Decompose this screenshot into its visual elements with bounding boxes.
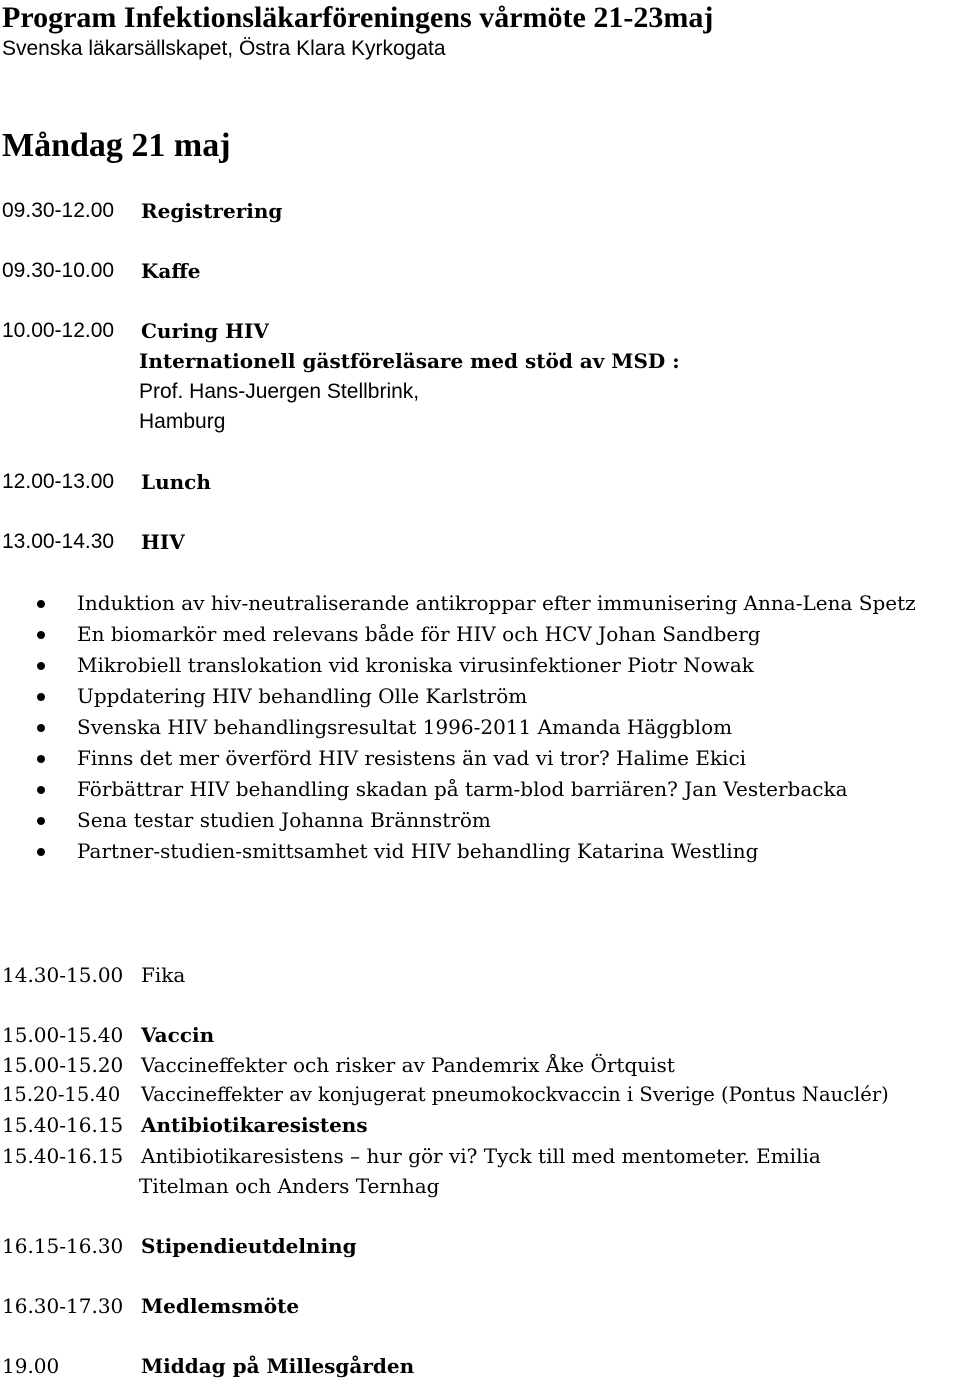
schedule-row-middag bbox=[2, 1351, 415, 1381]
schedule-row-fika bbox=[2, 960, 186, 990]
row-label: Fika bbox=[141, 963, 186, 987]
row-label: Medlemsmöte bbox=[141, 1294, 300, 1318]
bullet-icon bbox=[37, 755, 45, 763]
list-item: Finns det mer överförd HIV resistens än vad vi tror? Halime Ekici bbox=[0, 743, 937, 774]
row-label: Kaffe bbox=[141, 259, 201, 283]
row-time: 10.00-12.00 bbox=[2, 319, 115, 342]
row-time: 19.00 bbox=[2, 1354, 60, 1378]
row-time: 14.30-15.00 bbox=[2, 963, 124, 987]
antibiotikaresistens-talk-cont: Titelman och Anders Ternhag bbox=[139, 1174, 440, 1198]
row-time: 15.00-15.20 bbox=[2, 1053, 124, 1077]
row-label: Vaccin bbox=[141, 1023, 215, 1047]
row-time: 16.30-17.30 bbox=[2, 1294, 124, 1318]
schedule-row-hiv bbox=[2, 527, 185, 557]
bullet-icon bbox=[37, 724, 45, 732]
row-label: Vaccineffekter av konjugerat pneumokockvaccin i Sverige (Pontus Nauclér) bbox=[141, 1083, 889, 1106]
row-label: Vaccineffekter och risker av Pandemrix Åke Örtquist bbox=[141, 1053, 675, 1077]
row-label: Stipendieutdelning bbox=[141, 1234, 357, 1258]
day-heading: Måndag 21 maj bbox=[2, 127, 231, 164]
list-item: Induktion av hiv-neutraliserande antikroppar efter immunisering Anna-Lena Spetz bbox=[0, 588, 937, 619]
schedule-row-vaccin-pneumokock bbox=[2, 1080, 889, 1110]
row-label: Registrering bbox=[141, 199, 283, 223]
schedule-row-stipendieutdelning bbox=[2, 1231, 357, 1261]
bullet-icon bbox=[37, 600, 45, 608]
curing-detail-line3: Hamburg bbox=[139, 410, 226, 433]
row-time: 15.40-16.15 bbox=[2, 1144, 124, 1168]
schedule-row-registrering bbox=[2, 196, 283, 226]
bullet-icon bbox=[37, 693, 45, 701]
list-item: En biomarkör med relevans både för HIV och HCV Johan Sandberg bbox=[0, 619, 937, 650]
list-item: Förbättrar HIV behandling skadan på tarm-blod barriären? Jan Vesterbacka bbox=[0, 774, 937, 805]
bullet-icon bbox=[37, 848, 45, 856]
row-time: 15.40-16.15 bbox=[2, 1113, 124, 1137]
row-label: Lunch bbox=[141, 470, 211, 494]
row-label: Middag på Millesgården bbox=[141, 1354, 415, 1378]
schedule-row-antibiotikaresistens bbox=[2, 1110, 368, 1140]
row-time: 15.20-15.40 bbox=[2, 1083, 121, 1106]
list-item: Sena testar studien Johanna Brännström bbox=[0, 805, 937, 836]
bullet-icon bbox=[37, 662, 45, 670]
schedule-row-vaccin bbox=[2, 1020, 215, 1050]
bullet-icon bbox=[37, 786, 45, 794]
schedule-row-curing-hiv bbox=[2, 316, 269, 346]
list-item: Partner-studien-smittsamhet vid HIV behandling Katarina Westling bbox=[0, 836, 937, 867]
row-label: Curing HIV bbox=[141, 319, 269, 343]
bullet-icon bbox=[37, 631, 45, 639]
venue-subtitle: Svenska läkarsällskapet, Östra Klara Kyrkogata bbox=[2, 37, 446, 60]
row-label: Antibiotikaresistens bbox=[141, 1113, 368, 1137]
row-time: 16.15-16.30 bbox=[2, 1234, 124, 1258]
row-time: 09.30-10.00 bbox=[2, 259, 115, 282]
list-item: Mikrobiell translokation vid kroniska virusinfektioner Piotr Nowak bbox=[0, 650, 937, 681]
curing-detail-line2: Prof. Hans-Juergen Stellbrink, bbox=[139, 380, 420, 403]
list-item: Uppdatering HIV behandling Olle Karlström bbox=[0, 681, 937, 712]
schedule-row-vaccin-pandemrix bbox=[2, 1050, 675, 1080]
schedule-row-lunch bbox=[2, 467, 211, 497]
list-item: Svenska HIV behandlingsresultat 1996-2011 Amanda Häggblom bbox=[0, 712, 937, 743]
hiv-talk-list bbox=[0, 588, 937, 867]
schedule-row-medlemsmote bbox=[2, 1291, 300, 1321]
row-time: 13.00-14.30 bbox=[2, 530, 115, 553]
row-label: HIV bbox=[141, 530, 185, 554]
row-label: Antibiotikaresistens – hur gör vi? Tyck till med mentometer. Emilia bbox=[141, 1144, 821, 1168]
page-title: Program Infektionsläkarföreningens vårmöte 21-23maj bbox=[2, 1, 714, 34]
row-time: 09.30-12.00 bbox=[2, 199, 115, 222]
curing-detail-line1: Internationell gästföreläsare med stöd av MSD : bbox=[139, 349, 680, 373]
row-time: 12.00-13.00 bbox=[2, 470, 115, 493]
schedule-row-antibiotikaresistens-talk bbox=[2, 1141, 821, 1171]
row-time: 15.00-15.40 bbox=[2, 1023, 124, 1047]
schedule-row-kaffe bbox=[2, 256, 201, 286]
bullet-icon bbox=[37, 817, 45, 825]
